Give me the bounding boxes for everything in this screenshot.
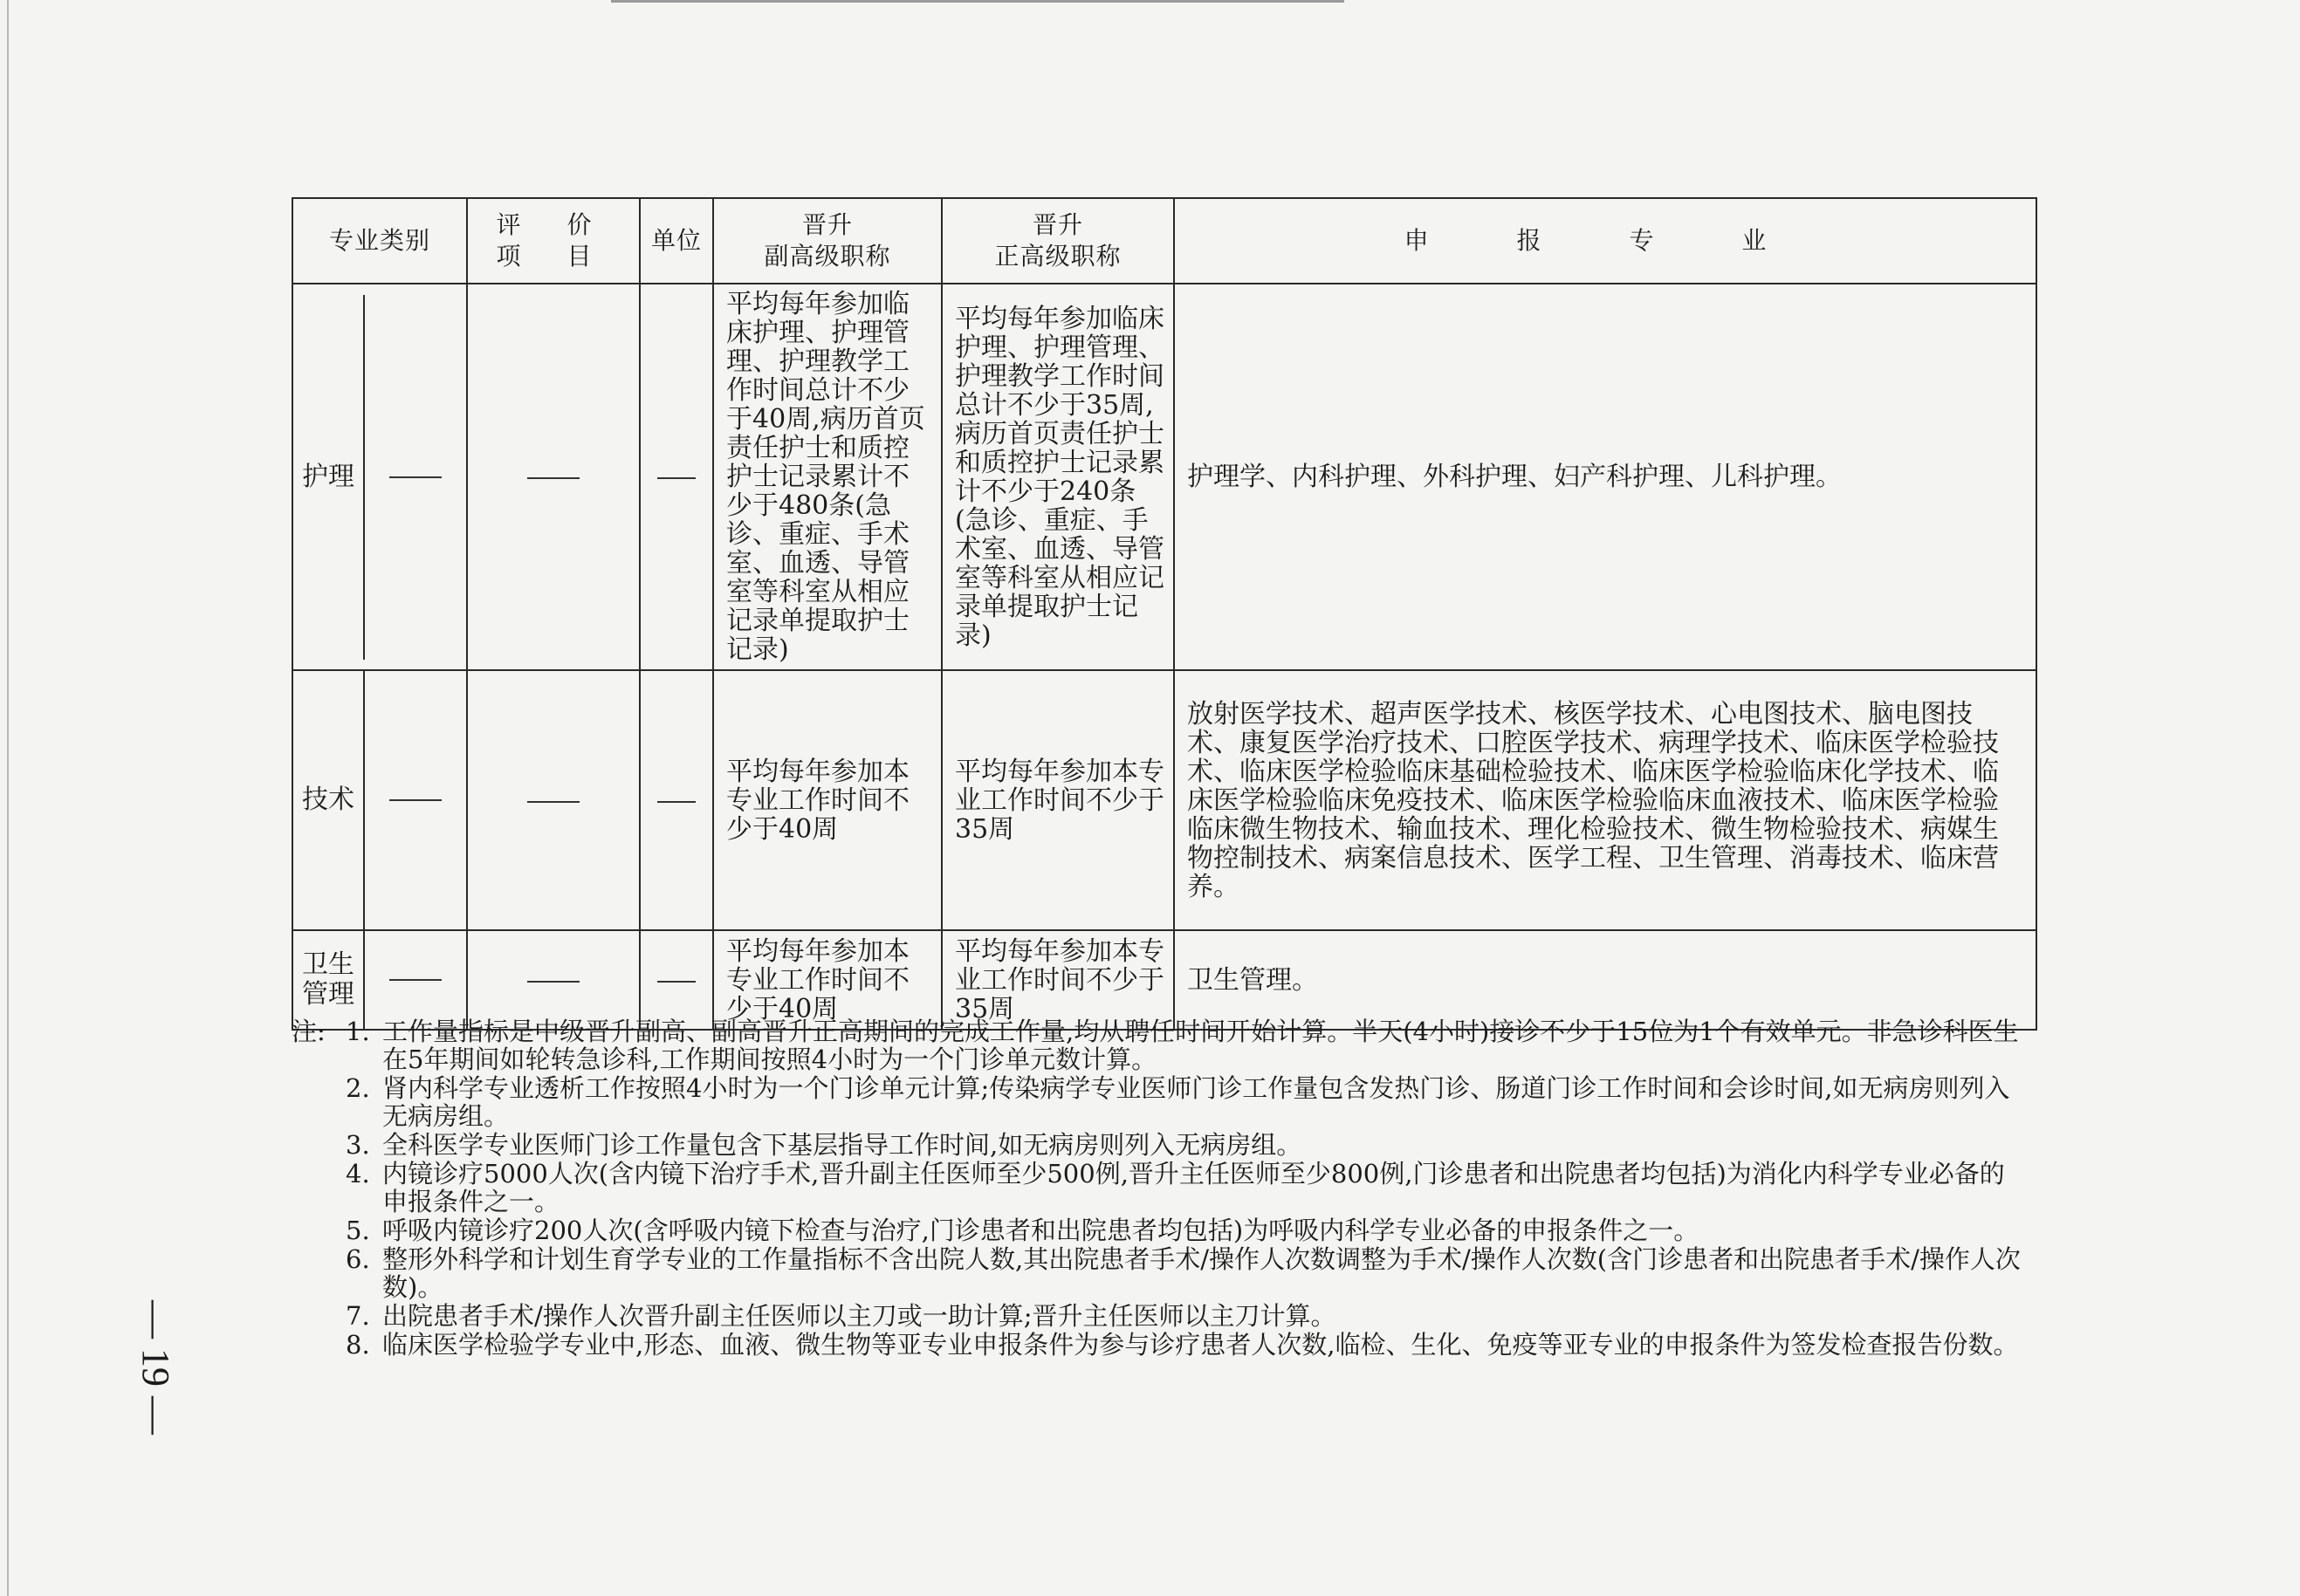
dash-mark	[527, 981, 580, 983]
eval-item-cell	[467, 284, 640, 670]
notes-section	[292, 1017, 2029, 1360]
note-item: 3. 全科医学专业医师门诊工作量包含下基层指导工作时间,如无病房则列入无病房组。	[346, 1130, 1302, 1160]
category-cell	[292, 930, 467, 1030]
header-full-senior: 晋升 正高级职称	[942, 198, 1174, 284]
specialty-list: 放射医学技术、超声医学技术、核医学技术、心电图技术、脑电图技术、康复医学治疗技术、口腔医学技术、病理学技术、临床医学检验技术、临床医学检验临床基础检验技术、临床医学检验临床化学技术、临床医学检验临床免疫技术、临床医学检验临床血液技术、临床医学检验临床微生物技术、输血技术、理化检验技术、微生物检验技术、病媒生物控制技术、病案信息技术、医学工程、卫生管理、消毒技术、临床营养。	[1174, 670, 2036, 930]
header-unit: 单位	[640, 198, 713, 284]
dash-mark	[657, 477, 696, 479]
page-number: — 19 —	[134, 1300, 177, 1435]
header-eval-item: 评 价 项 目	[467, 198, 640, 284]
category-cell	[292, 670, 467, 930]
note-item: 2. 肾内科学专业透析工作按照4小时为一个门诊单元计算;传染病学专业医师门诊工作量包含发热门诊、肠道门诊工作时间和会诊时间,如无病房则列入无病房组。	[346, 1073, 2010, 1131]
header-specialty: 申 报 专 业	[1174, 198, 2036, 284]
senior-requirement: 平均每年参加临床护理、护理管理、护理教学工作时间总计不少于35周,病历首页责任护士和质控护士记录累计不少于240条(急诊、重症、手术室、血透、导管室等科室从相应记录单提取护士记录)	[942, 284, 1174, 670]
assoc-requirement: 平均每年参加本专业工作时间不少于40周	[713, 670, 942, 930]
page-left-edge	[7, 0, 9, 1596]
category-label: 技术	[293, 671, 365, 929]
note-item: 7. 出院患者手术/操作人次晋升副主任医师以主刀或一助计算;晋升主任医师以主刀计算。	[346, 1301, 1336, 1331]
subcategory-dash	[365, 295, 466, 660]
note-item: 5. 呼吸内镜诊疗200人次(含呼吸内镜下检查与治疗,门诊患者和出院患者均包括)为呼吸内科学专业必备的申报条件之一。	[346, 1216, 1699, 1245]
category-label: 卫生 管理	[293, 931, 365, 1029]
senior-requirement: 平均每年参加本专业工作时间不少于35周	[942, 930, 1174, 1030]
table-row	[292, 930, 2036, 1030]
eval-item-cell	[467, 670, 640, 930]
subcategory-dash	[365, 931, 466, 1029]
dash-mark	[527, 477, 580, 479]
note-item: 6. 整形外科学和计划生育学专业的工作量指标不含出院人数,其出院患者手术/操作人次数调整为手术/操作人次数(含门诊患者和出院患者手术/操作人次数)。	[346, 1244, 2021, 1302]
category-label: 护理	[293, 295, 365, 660]
header-assoc-senior: 晋升 副高级职称	[713, 198, 942, 284]
dash-mark	[389, 476, 442, 478]
page-top-edge	[611, 0, 1344, 3]
note-item: 4. 内镜诊疗5000人次(含内镜下治疗手术,晋升副主任医师至少500例,晋升主任医师至少800例,门诊患者和出院患者均包括)为消化内科学专业必备的申报条件之一。	[346, 1159, 2005, 1216]
dash-mark	[527, 801, 580, 803]
specialty-list: 卫生管理。	[1174, 930, 2036, 1030]
senior-requirement: 平均每年参加本专业工作时间不少于35周	[942, 670, 1174, 930]
eval-item-cell	[467, 930, 640, 1030]
note-item: 注: 1. 工作量指标是中级晋升副高、副高晋升正高期间的完成工作量,均从聘任时间开始计算。半天(4小时)接诊不少于15位为1个有效单元。非急诊科医生在5年期间如轮转急诊科,工作期间按照4小时为一个门诊单元数计算。	[292, 1017, 2019, 1074]
table-header-row	[292, 198, 2036, 284]
specialty-list: 护理学、内科护理、外科护理、妇产科护理、儿科护理。	[1174, 284, 2036, 670]
dash-mark	[389, 799, 442, 801]
table-row	[292, 284, 2036, 670]
category-cell	[292, 284, 467, 670]
dash-mark	[657, 981, 696, 983]
assoc-requirement: 平均每年参加本专业工作时间不少于40周	[713, 930, 942, 1030]
subcategory-dash	[365, 671, 466, 929]
note-item: 8. 临床医学检验学专业中,形态、血液、微生物等亚专业申报条件为参与诊疗患者人次数,临检、生化、免疫等亚专业的申报条件为签发检查报告份数。	[346, 1330, 2019, 1360]
unit-cell	[640, 284, 713, 670]
unit-cell	[640, 930, 713, 1030]
notes-prefix: 注:	[292, 1017, 326, 1046]
unit-cell	[640, 670, 713, 930]
requirements-table	[292, 197, 2037, 1031]
dash-mark	[657, 801, 696, 803]
header-category: 专业类别	[292, 198, 467, 284]
dash-mark	[389, 979, 442, 981]
assoc-requirement: 平均每年参加临床护理、护理管理、护理教学工作时间总计不少于40周,病历首页责任护士和质控护士记录累计不少于480条(急诊、重症、手术室、血透、导管室等科室从相应记录单提取护士记录)	[713, 284, 942, 670]
table-row	[292, 670, 2036, 930]
